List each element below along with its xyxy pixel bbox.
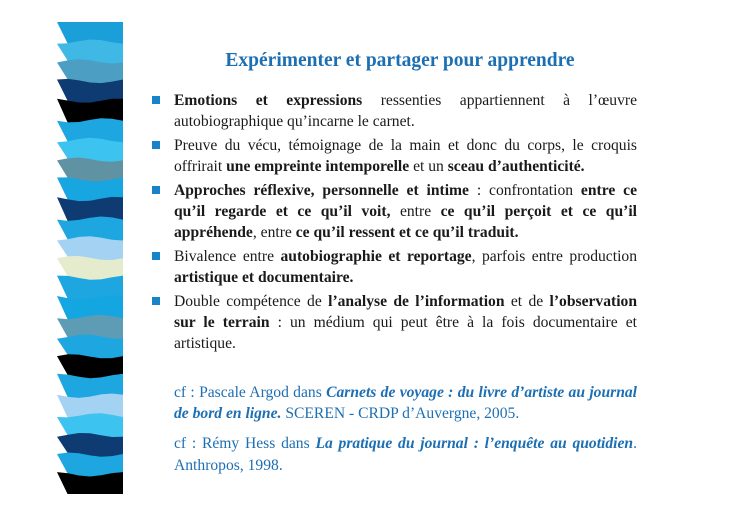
emphasis-text: ce qu’il perçoit et ce qu’il appréhende (174, 203, 637, 242)
slide-title: Expérimenter et partager pour apprendre (225, 50, 575, 71)
bullet-item (150, 90, 637, 132)
decorative-stripe-bar (57, 22, 123, 494)
text-run: et un (409, 158, 448, 176)
bullet-text (174, 92, 637, 130)
emphasis-text: Emotions et expressions (174, 92, 363, 109)
emphasis-text: l’observation sur le terrain (174, 292, 638, 332)
text-run: : confrontation (468, 181, 581, 199)
bullet-item (150, 291, 637, 355)
bullet-text (174, 182, 637, 241)
text-run: ressenties appartiennent à l’œuvre autobiographique qu’incarne le carnet. (174, 92, 637, 131)
reference-item (174, 433, 637, 475)
reference-title: Carnets de voyage : du livre d’artiste au journal de bord en ligne. (174, 384, 638, 423)
square-bullet-icon (152, 96, 160, 104)
text-run: Bivalence entre (174, 247, 281, 265)
emphasis-text: Approches réflexive, personnelle et intime (174, 181, 469, 199)
bullet-item (150, 246, 637, 288)
square-bullet-icon (152, 297, 160, 305)
emphasis-text: l’analyse de l’information (328, 292, 505, 310)
text-run: Double compétence de (174, 292, 329, 310)
text-run: , entre (252, 224, 296, 242)
square-bullet-icon (152, 141, 160, 149)
text-run: . Anthropos, 1998. (174, 435, 637, 474)
reference-title: La pratique du journal : l’enquête au quotidien (315, 435, 634, 453)
emphasis-text: artistique et documentaire. (174, 269, 354, 287)
emphasis-text: entre ce qu’il regarde et ce qu’il voit, (174, 181, 637, 221)
bullet-text (174, 248, 637, 286)
bullet-item (150, 180, 637, 244)
emphasis-text: sceau d’authenticité. (447, 158, 585, 176)
text-run: entre (390, 203, 441, 221)
text-run: : un médium qui peut être à la fois documentaire et artistique. (174, 314, 637, 353)
reference-item (174, 382, 637, 424)
references (174, 382, 637, 485)
bullet-item (150, 135, 637, 177)
text-run: , parfois entre production (471, 247, 637, 265)
bullet-list (150, 90, 637, 357)
stripe-bar-graphic (57, 22, 123, 494)
bullet-text (174, 293, 637, 352)
bullet-text (174, 137, 637, 175)
square-bullet-icon (152, 252, 160, 260)
text-run: SCEREN - CRDP d’Auvergne, 2005. (281, 405, 520, 423)
square-bullet-icon (152, 186, 160, 194)
text-run: cf : Rémy Hess dans (174, 435, 316, 453)
text-run: Preuve du vécu, témoignage de la main et donc du corps, le croquis offrirait (174, 136, 637, 176)
emphasis-text: autobiographie et reportage (280, 247, 472, 265)
emphasis-text: ce qu’il ressent et ce qu’il traduit. (295, 224, 519, 242)
text-run: et de (504, 292, 550, 310)
emphasis-text: une empreinte intemporelle (226, 158, 410, 176)
text-run: cf : Pascale Argod dans (174, 384, 327, 401)
